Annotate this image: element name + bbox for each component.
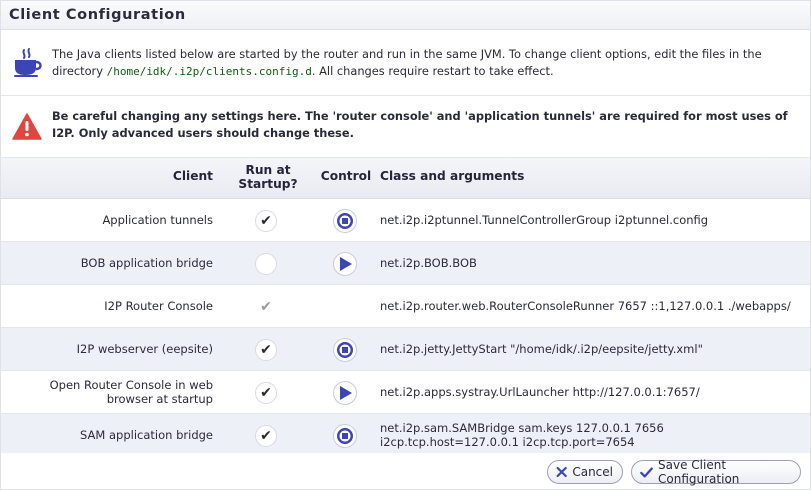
- start-button[interactable]: [333, 252, 357, 276]
- page-title: Client Configuration: [9, 7, 186, 23]
- class-and-arguments: net.i2p.i2ptunnel.TunnelControllerGroup i2ptunnel.config: [380, 213, 709, 227]
- table-row: [1, 371, 810, 414]
- table-row: [1, 328, 810, 371]
- cancel-button-label: Cancel: [572, 465, 613, 479]
- play-icon: [336, 384, 354, 402]
- stop-button[interactable]: [333, 424, 357, 448]
- table-header: [1, 158, 810, 199]
- info-text: [52, 46, 802, 80]
- table-row: [1, 199, 810, 242]
- table-row: [1, 285, 810, 328]
- header-run-line1: Run at: [245, 163, 291, 177]
- clients-table: [1, 158, 810, 457]
- play-icon: [336, 255, 354, 273]
- header-run-at-startup: [235, 163, 301, 191]
- client-name: I2P Router Console: [104, 299, 213, 313]
- warning-text: Be careful changing any settings here. The 'router console' and 'application tunnels' are required for most uses of I2P. Only advanced users should change these.: [52, 109, 788, 140]
- client-name: BOB application bridge: [80, 256, 213, 270]
- config-path: /home/idk/.i2p/clients.config.d: [106, 65, 312, 78]
- stop-button[interactable]: [333, 338, 357, 362]
- save-client-configuration-button[interactable]: [631, 460, 801, 484]
- run-at-startup-checkbox[interactable]: [255, 253, 277, 275]
- warning-panel: [1, 96, 810, 158]
- client-name: Open Router Console in web browser at startup: [49, 378, 213, 406]
- client-name: Application tunnels: [102, 213, 213, 227]
- run-at-startup-checkbox[interactable]: ✔: [255, 425, 277, 447]
- run-at-startup-checkbox[interactable]: ✔: [255, 382, 277, 404]
- info-panel: [1, 30, 810, 96]
- class-and-arguments: net.i2p.sam.SAMBridge sam.keys 127.0.0.1 7656 i2cp.tcp.host=127.0.0.1 i2cp.tcp.port=7654: [380, 421, 664, 449]
- cancel-button[interactable]: [547, 460, 623, 484]
- cancel-x-icon: [556, 465, 567, 479]
- stop-icon: [336, 427, 354, 445]
- header-run-line2: Startup?: [238, 177, 298, 191]
- save-button-label: Save Client Configuration: [658, 458, 740, 486]
- run-at-startup-checkbox: ✔: [260, 299, 272, 315]
- class-and-arguments: net.i2p.apps.systray.UrlLauncher http://127.0.0.1:7657/: [380, 385, 700, 399]
- title-bar: [1, 1, 810, 30]
- stop-button[interactable]: [333, 209, 357, 233]
- start-button[interactable]: [333, 381, 357, 405]
- coffee-cup-icon: [12, 48, 44, 78]
- class-and-arguments: net.i2p.router.web.RouterConsoleRunner 7657 ::1,127.0.0.1 ./webapps/: [380, 299, 791, 313]
- class-and-arguments: net.i2p.jetty.JettyStart "/home/idk/.i2p/eepsite/jetty.xml": [380, 342, 703, 356]
- client-name: I2P webserver (eepsite): [76, 342, 213, 356]
- info-text-before: The Java clients listed below are started by the router and run in the same JVM. To change client options, edit the files in the directory: [52, 47, 762, 78]
- info-text-after: . All changes require restart to take effect.: [311, 64, 554, 78]
- header-client: Client: [172, 169, 213, 183]
- warning-triangle-icon: [12, 113, 42, 140]
- stop-icon: [336, 341, 354, 359]
- run-at-startup-checkbox[interactable]: ✔: [255, 339, 277, 361]
- checkmark-icon: [640, 466, 653, 479]
- run-at-startup-checkbox[interactable]: ✔: [255, 210, 277, 232]
- form-footer: [1, 453, 810, 489]
- class-and-arguments: net.i2p.BOB.BOB: [380, 256, 477, 270]
- header-control: Control: [320, 169, 372, 183]
- client-name: SAM application bridge: [80, 428, 213, 442]
- stop-icon: [336, 212, 354, 230]
- table-row: [1, 414, 810, 457]
- header-class-and-arguments: Class and arguments: [380, 169, 525, 183]
- table-row: [1, 242, 810, 285]
